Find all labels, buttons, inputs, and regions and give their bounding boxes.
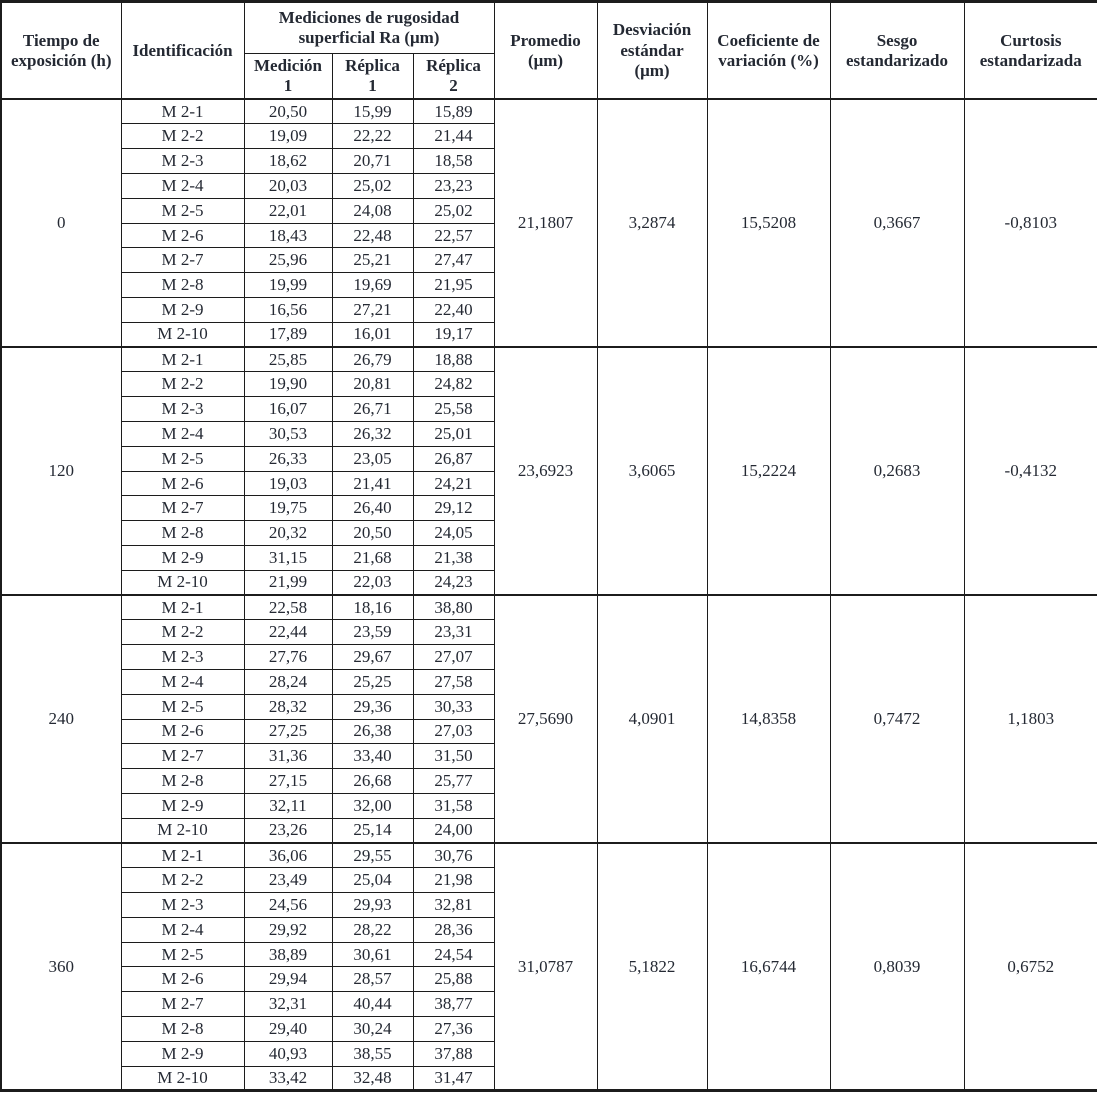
medicion-1-cell: 18,62	[244, 149, 332, 174]
replica-2-cell: 30,76	[413, 843, 494, 868]
sesgo-cell: 0,2683	[830, 347, 964, 595]
replica-1-cell: 32,00	[332, 793, 413, 818]
tiempo-exposicion-cell: 360	[1, 843, 121, 1091]
medicion-1-cell: 19,09	[244, 124, 332, 149]
replica-2-cell: 24,23	[413, 570, 494, 595]
replica-1-cell: 25,02	[332, 173, 413, 198]
medicion-1-cell: 30,53	[244, 421, 332, 446]
replica-1-cell: 38,55	[332, 1041, 413, 1066]
identificacion-cell: M 2-5	[121, 446, 244, 471]
identificacion-cell: M 2-8	[121, 273, 244, 298]
medicion-1-cell: 23,26	[244, 818, 332, 843]
medicion-1-cell: 20,50	[244, 99, 332, 124]
identificacion-cell: M 2-3	[121, 397, 244, 422]
replica-2-cell: 21,98	[413, 868, 494, 893]
header-identificacion: Identificación	[121, 2, 244, 100]
header-sesgo-estandarizado: Sesgo estandarizado	[830, 2, 964, 100]
promedio-cell: 21,1807	[494, 99, 597, 347]
replica-1-cell: 23,59	[332, 620, 413, 645]
identificacion-cell: M 2-2	[121, 620, 244, 645]
medicion-1-cell: 28,24	[244, 669, 332, 694]
identificacion-cell: M 2-1	[121, 347, 244, 372]
identificacion-cell: M 2-1	[121, 595, 244, 620]
header-medicion-1-line2: 1	[283, 76, 293, 96]
identificacion-cell: M 2-5	[121, 198, 244, 223]
replica-1-cell: 29,55	[332, 843, 413, 868]
replica-2-cell: 38,77	[413, 992, 494, 1017]
replica-1-cell: 26,79	[332, 347, 413, 372]
replica-2-cell: 21,95	[413, 273, 494, 298]
replica-1-cell: 27,21	[332, 297, 413, 322]
identificacion-cell: M 2-10	[121, 322, 244, 347]
identificacion-cell: M 2-2	[121, 124, 244, 149]
replica-2-cell: 15,89	[413, 99, 494, 124]
header-coeficiente-variacion: Coeficiente de variación (%)	[707, 2, 830, 100]
tiempo-exposicion-cell: 240	[1, 595, 121, 843]
replica-1-cell: 19,69	[332, 273, 413, 298]
medicion-1-cell: 25,96	[244, 248, 332, 273]
identificacion-cell: M 2-2	[121, 372, 244, 397]
replica-2-cell: 27,36	[413, 1017, 494, 1042]
replica-1-cell: 40,44	[332, 992, 413, 1017]
coeficiente-cell: 15,2224	[707, 347, 830, 595]
header-replica-2	[413, 54, 494, 100]
identificacion-cell: M 2-8	[121, 769, 244, 794]
replica-2-cell: 25,88	[413, 967, 494, 992]
replica-1-cell: 29,36	[332, 694, 413, 719]
promedio-cell: 23,6923	[494, 347, 597, 595]
identificacion-cell: M 2-1	[121, 99, 244, 124]
medicion-1-cell: 29,92	[244, 917, 332, 942]
identificacion-cell: M 2-8	[121, 1017, 244, 1042]
identificacion-cell: M 2-4	[121, 669, 244, 694]
replica-1-cell: 26,32	[332, 421, 413, 446]
medicion-1-cell: 22,01	[244, 198, 332, 223]
replica-2-cell: 31,47	[413, 1066, 494, 1091]
table-row	[1, 843, 1097, 868]
replica-1-cell: 32,48	[332, 1066, 413, 1091]
replica-2-cell: 22,40	[413, 297, 494, 322]
replica-2-cell: 31,50	[413, 744, 494, 769]
medicion-1-cell: 31,15	[244, 545, 332, 570]
replica-2-cell: 26,87	[413, 446, 494, 471]
header-tiempo-exposicion: Tiempo de exposición (h)	[1, 2, 121, 100]
replica-2-cell: 18,88	[413, 347, 494, 372]
header-promedio: Promedio (μm)	[494, 2, 597, 100]
replica-1-cell: 18,16	[332, 595, 413, 620]
sesgo-cell: 0,7472	[830, 595, 964, 843]
medicion-1-cell: 32,11	[244, 793, 332, 818]
header-replica-1	[332, 54, 413, 100]
header-replica-2-line1: Réplica	[426, 56, 481, 75]
medicion-1-cell: 18,43	[244, 223, 332, 248]
identificacion-cell: M 2-10	[121, 818, 244, 843]
medicion-1-cell: 27,25	[244, 719, 332, 744]
replica-1-cell: 26,68	[332, 769, 413, 794]
replica-2-cell: 32,81	[413, 893, 494, 918]
identificacion-cell: M 2-3	[121, 149, 244, 174]
replica-2-cell: 23,23	[413, 173, 494, 198]
medicion-1-cell: 28,32	[244, 694, 332, 719]
table-row	[1, 347, 1097, 372]
medicion-1-cell: 16,56	[244, 297, 332, 322]
replica-2-cell: 24,05	[413, 521, 494, 546]
medicion-1-cell: 27,15	[244, 769, 332, 794]
replica-2-cell: 22,57	[413, 223, 494, 248]
header-desviacion-estandar: Desviación estándar (μm)	[597, 2, 707, 100]
curtosis-cell: -0,8103	[964, 99, 1097, 347]
replica-2-cell: 25,77	[413, 769, 494, 794]
medicion-1-cell: 17,89	[244, 322, 332, 347]
identificacion-cell: M 2-6	[121, 719, 244, 744]
replica-1-cell: 26,38	[332, 719, 413, 744]
replica-1-cell: 26,40	[332, 496, 413, 521]
promedio-cell: 27,5690	[494, 595, 597, 843]
replica-1-cell: 30,24	[332, 1017, 413, 1042]
table-header	[1, 2, 1097, 100]
medicion-1-cell: 19,03	[244, 471, 332, 496]
identificacion-cell: M 2-4	[121, 173, 244, 198]
replica-2-cell: 24,82	[413, 372, 494, 397]
sesgo-cell: 0,8039	[830, 843, 964, 1091]
replica-2-cell: 24,54	[413, 942, 494, 967]
identificacion-cell: M 2-5	[121, 942, 244, 967]
replica-2-cell: 29,12	[413, 496, 494, 521]
replica-1-cell: 33,40	[332, 744, 413, 769]
header-replica-1-line1: Réplica	[345, 56, 400, 75]
medicion-1-cell: 19,75	[244, 496, 332, 521]
coeficiente-cell: 14,8358	[707, 595, 830, 843]
desviacion-cell: 3,6065	[597, 347, 707, 595]
coeficiente-cell: 16,6744	[707, 843, 830, 1091]
replica-1-cell: 22,03	[332, 570, 413, 595]
identificacion-cell: M 2-4	[121, 421, 244, 446]
replica-1-cell: 28,22	[332, 917, 413, 942]
identificacion-cell: M 2-10	[121, 570, 244, 595]
sesgo-cell: 0,3667	[830, 99, 964, 347]
identificacion-cell: M 2-6	[121, 471, 244, 496]
medicion-1-cell: 31,36	[244, 744, 332, 769]
replica-1-cell: 21,41	[332, 471, 413, 496]
identificacion-cell: M 2-5	[121, 694, 244, 719]
replica-2-cell: 30,33	[413, 694, 494, 719]
replica-2-cell: 28,36	[413, 917, 494, 942]
header-medicion-1	[244, 54, 332, 100]
replica-1-cell: 29,67	[332, 645, 413, 670]
identificacion-cell: M 2-8	[121, 521, 244, 546]
replica-1-cell: 25,25	[332, 669, 413, 694]
medicion-1-cell: 21,99	[244, 570, 332, 595]
identificacion-cell: M 2-1	[121, 843, 244, 868]
replica-2-cell: 19,17	[413, 322, 494, 347]
replica-2-cell: 25,58	[413, 397, 494, 422]
curtosis-cell: 1,1803	[964, 595, 1097, 843]
medicion-1-cell: 33,42	[244, 1066, 332, 1091]
replica-1-cell: 15,99	[332, 99, 413, 124]
identificacion-cell: M 2-9	[121, 1041, 244, 1066]
replica-1-cell: 30,61	[332, 942, 413, 967]
replica-2-cell: 31,58	[413, 793, 494, 818]
replica-1-cell: 24,08	[332, 198, 413, 223]
identificacion-cell: M 2-7	[121, 248, 244, 273]
replica-2-cell: 25,02	[413, 198, 494, 223]
header-medicion-1-line1: Medición	[254, 56, 322, 75]
medicion-1-cell: 16,07	[244, 397, 332, 422]
replica-1-cell: 25,04	[332, 868, 413, 893]
tiempo-exposicion-cell: 120	[1, 347, 121, 595]
replica-2-cell: 27,58	[413, 669, 494, 694]
medicion-1-cell: 20,32	[244, 521, 332, 546]
identificacion-cell: M 2-7	[121, 496, 244, 521]
replica-1-cell: 22,48	[332, 223, 413, 248]
identificacion-cell: M 2-9	[121, 297, 244, 322]
replica-2-cell: 21,44	[413, 124, 494, 149]
medicion-1-cell: 24,56	[244, 893, 332, 918]
desviacion-cell: 5,1822	[597, 843, 707, 1091]
medicion-1-cell: 25,85	[244, 347, 332, 372]
replica-1-cell: 22,22	[332, 124, 413, 149]
desviacion-cell: 4,0901	[597, 595, 707, 843]
medicion-1-cell: 29,40	[244, 1017, 332, 1042]
coeficiente-cell: 15,5208	[707, 99, 830, 347]
table-row	[1, 99, 1097, 124]
replica-2-cell: 37,88	[413, 1041, 494, 1066]
replica-1-cell: 29,93	[332, 893, 413, 918]
medicion-1-cell: 20,03	[244, 173, 332, 198]
replica-1-cell: 20,81	[332, 372, 413, 397]
identificacion-cell: M 2-7	[121, 992, 244, 1017]
medicion-1-cell: 40,93	[244, 1041, 332, 1066]
identificacion-cell: M 2-3	[121, 893, 244, 918]
medicion-1-cell: 29,94	[244, 967, 332, 992]
identificacion-cell: M 2-6	[121, 967, 244, 992]
replica-2-cell: 24,00	[413, 818, 494, 843]
medicion-1-cell: 19,90	[244, 372, 332, 397]
replica-2-cell: 21,38	[413, 545, 494, 570]
header-replica-2-line2: 2	[449, 76, 458, 96]
replica-1-cell: 23,05	[332, 446, 413, 471]
curtosis-cell: -0,4132	[964, 347, 1097, 595]
identificacion-cell: M 2-10	[121, 1066, 244, 1091]
medicion-1-cell: 22,58	[244, 595, 332, 620]
replica-1-cell: 28,57	[332, 967, 413, 992]
header-replica-1-line2: 1	[368, 76, 377, 96]
header-mediciones-group: Mediciones de rugosidad superficial Ra (μm)	[244, 2, 494, 54]
medicion-1-cell: 38,89	[244, 942, 332, 967]
identificacion-cell: M 2-3	[121, 645, 244, 670]
header-curtosis-estandarizada: Curtosis estandarizada	[964, 2, 1097, 100]
identificacion-cell: M 2-9	[121, 545, 244, 570]
curtosis-cell: 0,6752	[964, 843, 1097, 1091]
medicion-1-cell: 22,44	[244, 620, 332, 645]
replica-2-cell: 18,58	[413, 149, 494, 174]
replica-1-cell: 20,71	[332, 149, 413, 174]
replica-1-cell: 25,14	[332, 818, 413, 843]
replica-1-cell: 25,21	[332, 248, 413, 273]
medicion-1-cell: 36,06	[244, 843, 332, 868]
replica-2-cell: 38,80	[413, 595, 494, 620]
replica-1-cell: 26,71	[332, 397, 413, 422]
identificacion-cell: M 2-2	[121, 868, 244, 893]
replica-1-cell: 20,50	[332, 521, 413, 546]
replica-1-cell: 21,68	[332, 545, 413, 570]
medicion-1-cell: 23,49	[244, 868, 332, 893]
replica-1-cell: 16,01	[332, 322, 413, 347]
medicion-1-cell: 27,76	[244, 645, 332, 670]
replica-2-cell: 27,47	[413, 248, 494, 273]
medicion-1-cell: 19,99	[244, 273, 332, 298]
replica-2-cell: 23,31	[413, 620, 494, 645]
replica-2-cell: 24,21	[413, 471, 494, 496]
medicion-1-cell: 32,31	[244, 992, 332, 1017]
table-body	[1, 99, 1097, 1091]
identificacion-cell: M 2-7	[121, 744, 244, 769]
tiempo-exposicion-cell: 0	[1, 99, 121, 347]
replica-2-cell: 25,01	[413, 421, 494, 446]
medicion-1-cell: 26,33	[244, 446, 332, 471]
identificacion-cell: M 2-9	[121, 793, 244, 818]
desviacion-cell: 3,2874	[597, 99, 707, 347]
identificacion-cell: M 2-4	[121, 917, 244, 942]
promedio-cell: 31,0787	[494, 843, 597, 1091]
identificacion-cell: M 2-6	[121, 223, 244, 248]
table-row	[1, 595, 1097, 620]
replica-2-cell: 27,03	[413, 719, 494, 744]
replica-2-cell: 27,07	[413, 645, 494, 670]
